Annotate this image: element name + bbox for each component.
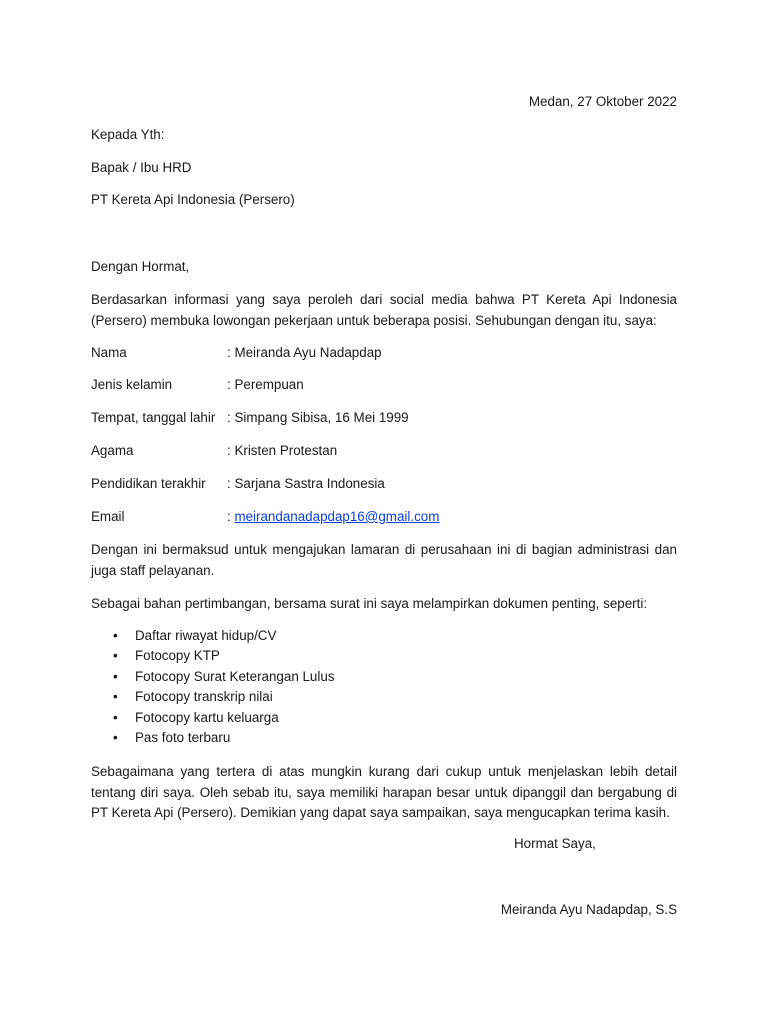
closing-paragraph: Sebagaimana yang tertera di atas mungkin kurang dari cukup untuk menjelaskan lebih detail tentang diri saya. Oleh sebab itu, saya memiliki harapan besar untuk dipanggil dan bergabung di PT Kereta Api (Persero). Demikian yang dapat saya sampaikan, saya mengucapkan terima kasih. xyxy=(91,764,677,820)
intro-paragraph: Berdasarkan informasi yang saya peroleh dari social media bahwa PT Kereta Api Indonesia (Persero) membuka lowongan pekerjaan untuk beberapa posisi. Sehubungan dengan itu, saya: xyxy=(91,292,677,328)
attachments-intro: Sebagai bahan pertimbangan, bersama surat ini saya melampirkan dokumen penting, seperti: xyxy=(91,596,648,611)
detail-label: Tempat, tanggal lahir xyxy=(91,410,216,425)
email-prefix: : xyxy=(227,509,235,524)
purpose-paragraph: Dengan ini bermaksud untuk mengajukan lamaran di perusahaan ini di bagian administrasi dan juga staff pelayanan. xyxy=(91,542,677,578)
list-item-text: Fotocopy Surat Keterangan Lulus xyxy=(135,668,335,684)
detail-label: Pendidikan terakhir xyxy=(91,476,206,491)
detail-label: Nama xyxy=(91,345,127,360)
recipient-name: Bapak / Ibu HRD xyxy=(91,160,192,175)
detail-value: : Perempuan xyxy=(227,377,304,392)
list-item xyxy=(91,667,335,687)
detail-value: : Simpang Sibisa, 16 Mei 1999 xyxy=(227,410,409,425)
bullet-icon: • xyxy=(113,689,118,705)
signature-name: Meiranda Ayu Nadapdap, S.S xyxy=(500,902,677,917)
list-item-text: Pas foto terbaru xyxy=(135,729,231,745)
email-link[interactable]: meirandanadapdap16@gmail.com xyxy=(234,509,440,524)
detail-value: : Kristen Protestan xyxy=(227,443,338,458)
salutation: Dengan Hormat, xyxy=(91,259,190,274)
detail-row-email xyxy=(91,507,677,527)
recipient-heading: Kepada Yth: xyxy=(91,127,165,142)
list-item xyxy=(91,687,335,707)
detail-row-religion xyxy=(91,441,677,461)
bullet-icon: • xyxy=(113,648,118,664)
detail-label: Agama xyxy=(91,443,134,458)
list-item xyxy=(91,646,335,666)
detail-row-name xyxy=(91,343,677,363)
list-item-text: Daftar riwayat hidup/CV xyxy=(135,628,277,643)
detail-value: : Meiranda Ayu Nadapdap xyxy=(227,345,382,360)
list-item-text: Fotocopy transkrip nilai xyxy=(135,689,273,705)
attachment-list xyxy=(91,626,335,748)
list-item xyxy=(91,728,335,748)
list-item-text: Fotocopy kartu keluarga xyxy=(135,709,279,725)
bullet-icon: • xyxy=(113,668,118,684)
detail-row-education xyxy=(91,474,677,494)
detail-value: : Sarjana Sastra Indonesia xyxy=(227,476,385,491)
bullet-icon: • xyxy=(113,709,118,725)
list-item-text: Fotocopy KTP xyxy=(135,648,220,664)
place-date: Medan, 27 Oktober 2022 xyxy=(528,94,677,109)
detail-value xyxy=(227,507,439,527)
detail-row-gender xyxy=(91,375,677,395)
list-item xyxy=(91,708,335,728)
sign-off: Hormat Saya, xyxy=(514,836,596,851)
bullet-icon: • xyxy=(113,628,118,643)
detail-label: Email xyxy=(91,509,125,524)
bullet-icon: • xyxy=(113,729,118,745)
recipient-company: PT Kereta Api Indonesia (Persero) xyxy=(91,192,295,207)
detail-row-birth xyxy=(91,408,677,428)
detail-label: Jenis kelamin xyxy=(91,377,173,392)
list-item xyxy=(91,626,335,646)
